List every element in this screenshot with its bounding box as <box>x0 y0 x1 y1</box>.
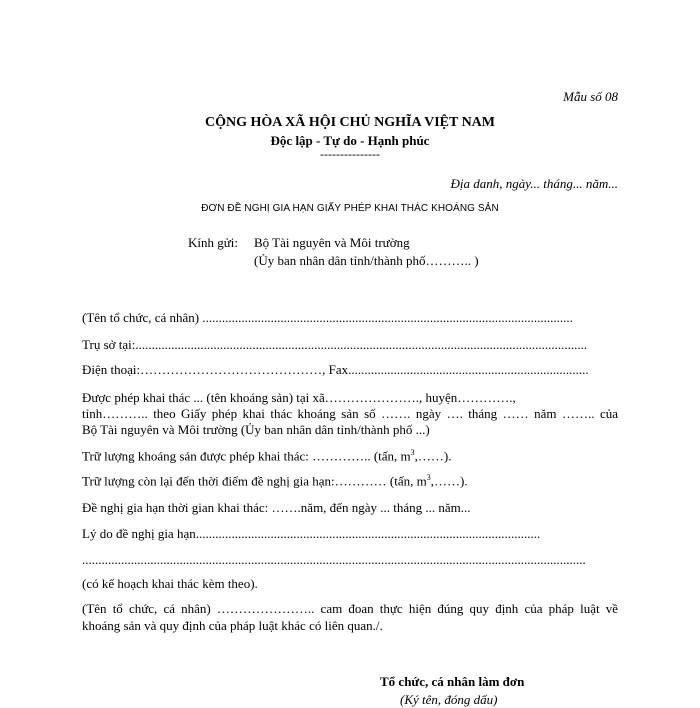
permit-line-1: Được phép khai thác ... (tên khoáng sản) tại xã…………………., huyện…………., <box>82 390 516 405</box>
form-number: Mẫu số 08 <box>563 89 618 104</box>
address-line: Trụ sở tại:........................................................................................................................................... <box>82 337 588 352</box>
signer-title: Tổ chức, cá nhân làm đơn <box>380 674 525 689</box>
national-title: CỘNG HÒA XÃ HỘI CHỦ NGHĨA VIỆT NAM <box>204 115 495 130</box>
reserve-remaining-tail: ,……). <box>430 473 468 489</box>
phone-line: Điện thoại:……………………………………, Fax.......................................................................... <box>82 362 589 377</box>
signer-note: (Ký tên, đóng dấu) <box>400 692 498 707</box>
cubic-superscript: 3 <box>426 473 431 482</box>
plan-note: (có kế hoạch khai thác kèm theo). <box>82 576 258 591</box>
commitment-line-2: khoáng sản và quy định của pháp luật khác có liên quan./. <box>82 618 383 633</box>
reason-continuation-line: ........................................................................................................................................................... <box>82 552 586 567</box>
cubic-superscript: 3 <box>410 448 415 457</box>
header-divider: --------------- <box>320 147 380 161</box>
reserve-allowed-line <box>82 448 618 464</box>
recipient-committee: (Ủy ban nhân dân tỉnh/thành phố……….. ) <box>254 253 479 268</box>
reason-line: Lý do đề nghị gia hạn.......................................................................................................... <box>82 526 541 541</box>
recipient-ministry: Bộ Tài nguyên và Môi trường <box>254 235 410 250</box>
reserve-allowed-tail: ,……). <box>414 448 452 464</box>
document-title: ĐƠN ĐỀ NGHỊ GIA HẠN GIẤY PHÉP KHAI THÁC KHOÁNG SẢN <box>201 203 499 214</box>
permit-line-2: tỉnh……….. theo Giấy phép khai thác khoáng sản số ……. ngày …. tháng …… năm …….. của <box>82 406 618 421</box>
commitment-line-1: (Tên tổ chức, cá nhân) ………………….. cam đoan thực hiện đúng quy định của pháp luật về <box>82 601 618 616</box>
recipient-label: Kính gửi: <box>188 235 239 250</box>
extension-line: Đề nghị gia hạn thời gian khai thác: …….năm, đến ngày ... tháng ... năm... <box>82 500 471 515</box>
reserve-allowed-text: Trữ lượng khoáng sản được phép khai thác: ………….. (tấn, m <box>82 448 411 464</box>
applicant-line: (Tên tổ chức, cá nhân) .................................................................................................................. <box>82 310 573 325</box>
permit-line-3: Bộ Tài nguyên và Môi trường (Ủy ban nhân dân tỉnh/thành phố ...) <box>82 422 430 437</box>
reserve-remaining-text: Trữ lượng còn lại đến thời điểm đề nghị gia hạn:………… (tấn, m <box>82 473 427 489</box>
national-motto: Độc lập - Tự do - Hạnh phúc <box>270 133 430 148</box>
reserve-remaining-line <box>82 473 618 489</box>
place-date: Địa danh, ngày... tháng... năm... <box>450 176 618 191</box>
